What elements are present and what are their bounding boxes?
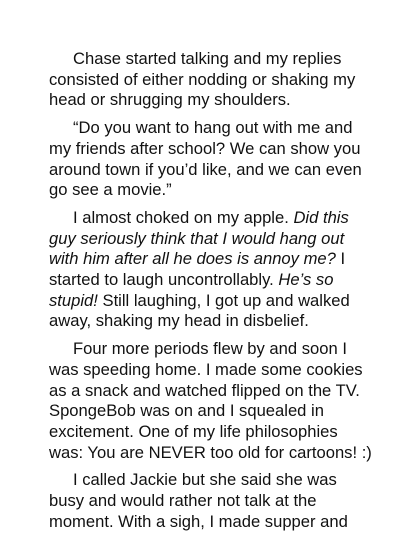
text-line: [49, 381, 379, 402]
text-line: [49, 139, 379, 160]
text-run: I called Jackie but she said she was: [73, 470, 337, 490]
text-line: [49, 401, 379, 422]
text-run: “Do you want to hang out with me and: [73, 118, 353, 138]
text-line: [49, 311, 379, 332]
text-line: [49, 422, 379, 443]
text-line: [49, 491, 379, 512]
paragraph: [49, 208, 379, 332]
text-line: [49, 70, 379, 91]
text-line: [49, 180, 379, 201]
text-line: [49, 443, 379, 464]
text-line: [49, 118, 379, 139]
text-line: [49, 49, 379, 70]
text-line: [49, 360, 379, 381]
text-run: was speeding home. I made some cookies: [49, 359, 363, 379]
text-line: [49, 90, 379, 111]
italic-text: Did this: [293, 207, 349, 227]
text-line: [49, 160, 379, 181]
text-run: head or shrugging my shoulders.: [49, 90, 291, 110]
text-run: I almost choked on my apple.: [73, 207, 294, 227]
text-run: was: You are NEVER too old for cartoons! :): [49, 442, 372, 462]
text-run: consisted of either nodding or shaking my: [49, 69, 356, 89]
text-run: around town if you’d like, and we can even: [49, 159, 362, 179]
text-line: [49, 249, 379, 270]
text-run: Four more periods flew by and soon I: [73, 339, 347, 359]
text-run: as a snack and watched flipped on the TV.: [49, 380, 360, 400]
text-run: Chase started talking and my replies: [73, 49, 342, 68]
text-line: [49, 470, 379, 491]
text-run: I: [335, 249, 346, 269]
text-run: excitement. One of my life philosophies: [49, 421, 338, 441]
text-run: started to laugh uncontrollably.: [49, 270, 279, 290]
text-line: [49, 270, 379, 291]
text-line: [49, 291, 379, 312]
text-line: [49, 339, 379, 360]
paragraph: [49, 470, 379, 532]
text-line: [49, 512, 379, 533]
text-line: [49, 229, 379, 250]
text-run: Still laughing, I got up and walked: [97, 290, 350, 310]
page-body: [49, 49, 379, 539]
paragraph: [49, 118, 379, 201]
text-run: my friends after school? We can show you: [49, 138, 361, 158]
italic-text: with him after all he does is annoy me?: [49, 249, 336, 269]
text-run: SpongeBob was on and I squealed in: [49, 401, 324, 421]
paragraph: [49, 49, 379, 111]
paragraph: [49, 339, 379, 463]
italic-text: He’s so: [278, 270, 334, 290]
text-line: [49, 208, 379, 229]
text-run: go see a movie.”: [49, 180, 172, 200]
text-run: moment. With a sigh, I made supper and: [49, 511, 348, 531]
text-run: busy and would rather not talk at the: [49, 491, 317, 511]
text-run: away, shaking my head in disbelief.: [49, 311, 309, 331]
italic-text: guy seriously think that I would hang out: [49, 228, 345, 248]
italic-text: stupid!: [49, 290, 98, 310]
